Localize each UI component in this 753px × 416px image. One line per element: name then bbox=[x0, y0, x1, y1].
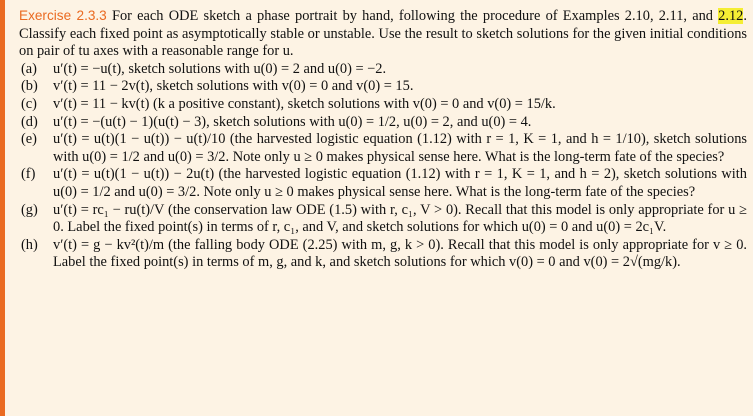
item-text: u′(t) = −u(t), sketch solutions with u(0) = 2 and u(0) = −2. bbox=[53, 60, 387, 77]
item-label: (h) bbox=[21, 236, 38, 253]
exercise-item-a bbox=[19, 61, 747, 79]
item-text: v′(t) = 11 − 2v(t), sketch solutions with v(0) = 0 and v(0) = 15. bbox=[53, 78, 414, 95]
exercise-intro bbox=[19, 7, 747, 61]
item-text: u′(t) = u(t)(1 − u(t)) − u(t)/10 (the harvested logistic equation (1.12) with r = 1, K = 1, and h = 1/10), sketch solutions with u(0) = 1/2 and u(0) = 3/2. Note only u ≥ 0 makes physical sense here. What is the long-term fate of the species? bbox=[53, 131, 747, 165]
item-label: (c) bbox=[21, 95, 37, 112]
item-label: (g) bbox=[21, 201, 38, 218]
intro-text-a: For each ODE sketch a phase portrait by hand, following the procedure of Examples 2.10, 2.11, and bbox=[111, 8, 713, 24]
item-label: (f) bbox=[21, 166, 36, 183]
exercise-item-f bbox=[19, 166, 747, 201]
exercise-item-h bbox=[19, 237, 747, 272]
item-label: (b) bbox=[21, 78, 38, 95]
exercise-item-d bbox=[19, 114, 747, 132]
exercise-item-g bbox=[19, 202, 747, 237]
exercise-item-c bbox=[19, 96, 747, 114]
item-text: u′(t) = rc₁ − ru(t)/V (the conservation law ODE (1.5) with r, c₁, V > 0). Recall that this model is only appropriate for u ≥ 0. Label the fixed point(s) in terms of r, c₁, and V, and sketch solutions for which u(0) = 0 and u(0) = 2c₁V. bbox=[53, 201, 747, 236]
exercise-title: Exercise 2.3.3 bbox=[19, 8, 107, 23]
item-label: (a) bbox=[21, 60, 37, 77]
exercise-item-e bbox=[19, 131, 747, 166]
example-link[interactable]: 2.12 bbox=[718, 8, 744, 24]
exercise-item-b bbox=[19, 78, 747, 96]
item-text: v′(t) = g − kv²(t)/m (the falling body ODE (2.25) with m, g, k > 0). Recall that this model is only appropriate for v ≥ 0. Label the fixed point(s) in terms of m, g, and k, and sketch solutions for which v(0) = 0 and v(0) = 2√(mg/k). bbox=[53, 236, 747, 271]
item-text: u′(t) = u(t)(1 − u(t)) − 2u(t) (the harvested logistic equation (1.12) with r = 1, K = 1, and h = 2), sketch solutions with u(0) = 1/2 and u(0) = 3/2. Note only u ≥ 0 makes physical sense here. What is the long-term fate of the species? bbox=[53, 166, 747, 200]
item-label: (e) bbox=[21, 131, 37, 148]
item-text: u′(t) = −(u(t) − 1)(u(t) − 3), sketch solutions with u(0) = 1/2, u(0) = 2, and u(0) = 4. bbox=[53, 113, 532, 130]
intro-text-b: . Classify each fixed point as asymptotically stable or unstable. Use the result to sketch solutions for the given initial conditions on pair of tu axes with a reasonable range for u. bbox=[19, 8, 747, 60]
item-label: (d) bbox=[21, 113, 38, 130]
item-text: v′(t) = 11 − kv(t) (k a positive constant), sketch solutions with v(0) = 0 and v(0) = 15/k. bbox=[53, 95, 556, 112]
